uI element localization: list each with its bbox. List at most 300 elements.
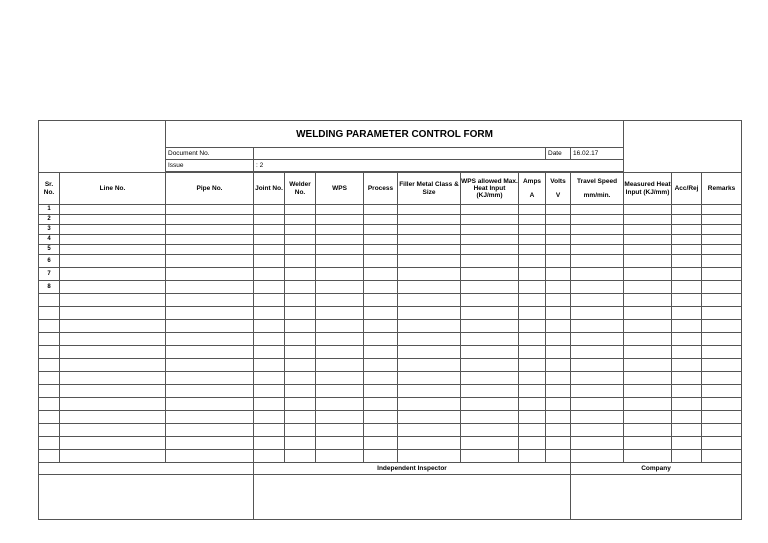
table-cell[interactable] bbox=[166, 255, 254, 268]
table-cell[interactable] bbox=[316, 411, 364, 424]
table-cell[interactable] bbox=[624, 411, 672, 424]
table-cell[interactable] bbox=[702, 281, 742, 294]
table-cell[interactable] bbox=[285, 215, 316, 225]
table-cell[interactable] bbox=[254, 320, 285, 333]
table-cell[interactable] bbox=[519, 281, 546, 294]
table-cell[interactable] bbox=[624, 424, 672, 437]
table-cell[interactable] bbox=[60, 437, 166, 450]
table-cell[interactable] bbox=[254, 359, 285, 372]
table-cell[interactable] bbox=[624, 205, 672, 215]
table-cell[interactable] bbox=[461, 359, 519, 372]
table-cell[interactable] bbox=[254, 255, 285, 268]
table-cell[interactable] bbox=[60, 359, 166, 372]
table-cell[interactable] bbox=[316, 281, 364, 294]
table-cell[interactable] bbox=[60, 424, 166, 437]
table-cell[interactable] bbox=[285, 411, 316, 424]
table-cell[interactable] bbox=[702, 245, 742, 255]
table-cell[interactable] bbox=[672, 411, 702, 424]
table-cell[interactable] bbox=[398, 372, 461, 385]
table-cell[interactable] bbox=[166, 437, 254, 450]
table-cell[interactable] bbox=[166, 372, 254, 385]
table-cell[interactable] bbox=[461, 281, 519, 294]
table-cell[interactable] bbox=[285, 225, 316, 235]
table-cell[interactable] bbox=[624, 281, 672, 294]
table-cell[interactable] bbox=[672, 372, 702, 385]
table-cell[interactable] bbox=[571, 372, 624, 385]
table-cell[interactable] bbox=[702, 385, 742, 398]
table-cell[interactable] bbox=[461, 235, 519, 245]
table-cell[interactable] bbox=[285, 320, 316, 333]
table-cell[interactable] bbox=[571, 359, 624, 372]
table-cell[interactable] bbox=[571, 333, 624, 346]
table-cell[interactable] bbox=[254, 398, 285, 411]
table-cell[interactable] bbox=[546, 215, 571, 225]
table-cell[interactable] bbox=[316, 255, 364, 268]
table-cell[interactable] bbox=[60, 333, 166, 346]
table-cell[interactable] bbox=[702, 424, 742, 437]
table-cell[interactable] bbox=[624, 320, 672, 333]
table-cell[interactable] bbox=[364, 205, 398, 215]
table-cell[interactable] bbox=[398, 281, 461, 294]
table-cell[interactable] bbox=[519, 372, 546, 385]
table-cell[interactable] bbox=[672, 450, 702, 463]
table-cell[interactable] bbox=[60, 245, 166, 255]
table-cell[interactable] bbox=[461, 385, 519, 398]
table-cell[interactable] bbox=[60, 294, 166, 307]
table-cell[interactable] bbox=[461, 268, 519, 281]
table-cell[interactable] bbox=[672, 294, 702, 307]
table-cell[interactable] bbox=[519, 245, 546, 255]
table-cell[interactable] bbox=[60, 346, 166, 359]
table-cell[interactable] bbox=[624, 450, 672, 463]
table-cell[interactable] bbox=[254, 205, 285, 215]
table-cell[interactable] bbox=[519, 320, 546, 333]
table-cell[interactable] bbox=[166, 424, 254, 437]
table-cell[interactable] bbox=[254, 225, 285, 235]
table-cell[interactable] bbox=[624, 268, 672, 281]
table-cell[interactable] bbox=[398, 225, 461, 235]
table-cell[interactable] bbox=[398, 307, 461, 320]
table-cell[interactable] bbox=[571, 225, 624, 235]
table-cell[interactable] bbox=[364, 333, 398, 346]
table-cell[interactable] bbox=[672, 346, 702, 359]
table-cell[interactable] bbox=[672, 225, 702, 235]
table-cell[interactable] bbox=[571, 437, 624, 450]
table-cell[interactable] bbox=[546, 333, 571, 346]
table-cell[interactable] bbox=[672, 333, 702, 346]
table-cell[interactable] bbox=[546, 411, 571, 424]
table-cell[interactable] bbox=[285, 398, 316, 411]
table-cell[interactable] bbox=[672, 359, 702, 372]
table-cell[interactable] bbox=[398, 320, 461, 333]
table-cell[interactable] bbox=[546, 385, 571, 398]
table-cell[interactable] bbox=[364, 255, 398, 268]
table-cell[interactable] bbox=[316, 215, 364, 225]
table-cell[interactable] bbox=[285, 385, 316, 398]
table-cell[interactable] bbox=[702, 307, 742, 320]
table-cell[interactable] bbox=[254, 437, 285, 450]
table-cell[interactable] bbox=[285, 294, 316, 307]
table-cell[interactable] bbox=[461, 450, 519, 463]
table-cell[interactable] bbox=[254, 333, 285, 346]
table-cell[interactable] bbox=[60, 281, 166, 294]
table-cell[interactable] bbox=[398, 215, 461, 225]
table-cell[interactable] bbox=[672, 424, 702, 437]
table-cell[interactable] bbox=[254, 268, 285, 281]
table-cell[interactable] bbox=[285, 281, 316, 294]
table-cell[interactable] bbox=[702, 359, 742, 372]
table-cell[interactable] bbox=[166, 215, 254, 225]
table-cell[interactable] bbox=[254, 346, 285, 359]
table-cell[interactable] bbox=[519, 359, 546, 372]
table-cell[interactable] bbox=[546, 245, 571, 255]
table-cell[interactable] bbox=[519, 437, 546, 450]
table-cell[interactable] bbox=[519, 268, 546, 281]
table-cell[interactable] bbox=[60, 205, 166, 215]
table-cell[interactable] bbox=[702, 411, 742, 424]
table-cell[interactable] bbox=[166, 411, 254, 424]
table-cell[interactable] bbox=[364, 372, 398, 385]
table-cell[interactable] bbox=[398, 346, 461, 359]
table-cell[interactable] bbox=[364, 225, 398, 235]
table-cell[interactable] bbox=[166, 205, 254, 215]
table-cell[interactable] bbox=[60, 398, 166, 411]
table-cell[interactable] bbox=[364, 215, 398, 225]
table-cell[interactable] bbox=[519, 307, 546, 320]
table-cell[interactable] bbox=[364, 424, 398, 437]
table-cell[interactable] bbox=[519, 255, 546, 268]
table-cell[interactable] bbox=[166, 245, 254, 255]
table-cell[interactable] bbox=[254, 372, 285, 385]
table-cell[interactable] bbox=[316, 235, 364, 245]
table-cell[interactable] bbox=[398, 294, 461, 307]
table-cell[interactable] bbox=[316, 245, 364, 255]
table-cell[interactable] bbox=[519, 398, 546, 411]
table-cell[interactable] bbox=[672, 320, 702, 333]
table-cell[interactable] bbox=[285, 255, 316, 268]
table-cell[interactable] bbox=[398, 424, 461, 437]
table-cell[interactable] bbox=[672, 235, 702, 245]
table-cell[interactable] bbox=[546, 320, 571, 333]
table-cell[interactable] bbox=[624, 359, 672, 372]
table-cell[interactable] bbox=[461, 398, 519, 411]
table-cell[interactable] bbox=[624, 215, 672, 225]
table-cell[interactable] bbox=[571, 255, 624, 268]
table-cell[interactable] bbox=[285, 437, 316, 450]
table-cell[interactable] bbox=[254, 411, 285, 424]
table-cell[interactable] bbox=[702, 398, 742, 411]
table-cell[interactable] bbox=[398, 268, 461, 281]
table-cell[interactable] bbox=[672, 437, 702, 450]
table-cell[interactable] bbox=[461, 320, 519, 333]
table-cell[interactable] bbox=[546, 398, 571, 411]
table-cell[interactable] bbox=[285, 205, 316, 215]
table-cell[interactable] bbox=[546, 307, 571, 320]
table-cell[interactable] bbox=[398, 437, 461, 450]
table-cell[interactable] bbox=[519, 385, 546, 398]
table-cell[interactable] bbox=[672, 215, 702, 225]
table-cell[interactable] bbox=[624, 437, 672, 450]
table-cell[interactable] bbox=[624, 294, 672, 307]
table-cell[interactable] bbox=[364, 320, 398, 333]
table-cell[interactable] bbox=[364, 437, 398, 450]
table-cell[interactable] bbox=[519, 333, 546, 346]
table-cell[interactable] bbox=[546, 281, 571, 294]
table-cell[interactable] bbox=[672, 245, 702, 255]
table-cell[interactable] bbox=[285, 307, 316, 320]
table-cell[interactable] bbox=[398, 205, 461, 215]
table-cell[interactable] bbox=[254, 235, 285, 245]
table-cell[interactable] bbox=[461, 255, 519, 268]
table-cell[interactable] bbox=[285, 245, 316, 255]
table-cell[interactable] bbox=[461, 205, 519, 215]
table-cell[interactable] bbox=[546, 450, 571, 463]
table-cell[interactable] bbox=[519, 424, 546, 437]
table-cell[interactable] bbox=[519, 225, 546, 235]
table-cell[interactable] bbox=[60, 372, 166, 385]
table-cell[interactable] bbox=[254, 281, 285, 294]
table-cell[interactable] bbox=[571, 205, 624, 215]
table-cell[interactable] bbox=[364, 281, 398, 294]
table-cell[interactable] bbox=[60, 268, 166, 281]
table-cell[interactable] bbox=[461, 411, 519, 424]
table-cell[interactable] bbox=[546, 255, 571, 268]
table-cell[interactable] bbox=[364, 268, 398, 281]
table-cell[interactable] bbox=[546, 346, 571, 359]
table-cell[interactable] bbox=[285, 450, 316, 463]
table-cell[interactable] bbox=[398, 450, 461, 463]
table-cell[interactable] bbox=[398, 411, 461, 424]
table-cell[interactable] bbox=[316, 398, 364, 411]
table-cell[interactable] bbox=[702, 333, 742, 346]
table-cell[interactable] bbox=[461, 437, 519, 450]
table-cell[interactable] bbox=[285, 424, 316, 437]
table-cell[interactable] bbox=[461, 215, 519, 225]
table-cell[interactable] bbox=[398, 385, 461, 398]
table-cell[interactable] bbox=[398, 245, 461, 255]
issue-value: : 2 bbox=[254, 160, 624, 172]
table-cell[interactable] bbox=[364, 411, 398, 424]
table-cell[interactable] bbox=[519, 235, 546, 245]
table-cell[interactable] bbox=[316, 424, 364, 437]
table-cell[interactable] bbox=[166, 346, 254, 359]
table-cell[interactable] bbox=[672, 281, 702, 294]
table-cell[interactable] bbox=[624, 333, 672, 346]
table-cell[interactable] bbox=[166, 359, 254, 372]
table-cell[interactable] bbox=[60, 307, 166, 320]
table-cell[interactable] bbox=[461, 372, 519, 385]
table-cell[interactable] bbox=[546, 437, 571, 450]
row-number bbox=[39, 372, 60, 385]
table-cell[interactable] bbox=[166, 294, 254, 307]
table-cell[interactable] bbox=[571, 385, 624, 398]
table-cell[interactable] bbox=[571, 424, 624, 437]
table-cell[interactable] bbox=[519, 450, 546, 463]
table-cell[interactable] bbox=[519, 205, 546, 215]
table-cell[interactable] bbox=[571, 281, 624, 294]
table-cell[interactable] bbox=[624, 372, 672, 385]
table-cell[interactable] bbox=[316, 333, 364, 346]
table-cell[interactable] bbox=[166, 398, 254, 411]
table-cell[interactable] bbox=[461, 245, 519, 255]
table-cell[interactable] bbox=[60, 320, 166, 333]
table-cell[interactable] bbox=[254, 307, 285, 320]
table-cell[interactable] bbox=[166, 235, 254, 245]
table-cell[interactable] bbox=[702, 225, 742, 235]
table-cell[interactable] bbox=[546, 205, 571, 215]
signature-cell-inspector[interactable] bbox=[254, 475, 571, 520]
table-cell[interactable] bbox=[624, 307, 672, 320]
table-cell[interactable] bbox=[702, 320, 742, 333]
table-cell[interactable] bbox=[546, 235, 571, 245]
table-cell[interactable] bbox=[546, 268, 571, 281]
table-cell[interactable] bbox=[166, 281, 254, 294]
table-cell[interactable] bbox=[364, 450, 398, 463]
table-cell[interactable] bbox=[624, 225, 672, 235]
table-cell[interactable] bbox=[285, 359, 316, 372]
table-cell[interactable] bbox=[702, 437, 742, 450]
table-cell[interactable] bbox=[316, 268, 364, 281]
table-cell[interactable] bbox=[166, 268, 254, 281]
table-cell[interactable] bbox=[364, 385, 398, 398]
table-cell[interactable] bbox=[571, 235, 624, 245]
row-number: 8 bbox=[39, 281, 60, 294]
table-cell[interactable] bbox=[285, 372, 316, 385]
table-cell[interactable] bbox=[519, 346, 546, 359]
table-cell[interactable] bbox=[316, 205, 364, 215]
table-cell[interactable] bbox=[571, 320, 624, 333]
table-cell[interactable] bbox=[254, 294, 285, 307]
table-cell[interactable] bbox=[546, 372, 571, 385]
table-cell[interactable] bbox=[571, 346, 624, 359]
table-cell[interactable] bbox=[571, 411, 624, 424]
table-cell[interactable] bbox=[461, 424, 519, 437]
table-cell[interactable] bbox=[316, 307, 364, 320]
signature-cell-company[interactable] bbox=[571, 475, 742, 520]
table-cell[interactable] bbox=[571, 398, 624, 411]
table-cell[interactable] bbox=[702, 346, 742, 359]
table-cell[interactable] bbox=[285, 235, 316, 245]
table-cell[interactable] bbox=[285, 268, 316, 281]
table-cell[interactable] bbox=[546, 294, 571, 307]
table-cell[interactable] bbox=[571, 294, 624, 307]
table-cell[interactable] bbox=[571, 307, 624, 320]
table-cell[interactable] bbox=[672, 205, 702, 215]
table-cell[interactable] bbox=[702, 235, 742, 245]
table-cell[interactable] bbox=[624, 245, 672, 255]
table-cell[interactable] bbox=[285, 346, 316, 359]
table-cell[interactable] bbox=[166, 225, 254, 235]
table-cell[interactable] bbox=[364, 398, 398, 411]
table-cell[interactable] bbox=[624, 398, 672, 411]
table-cell[interactable] bbox=[672, 268, 702, 281]
table-cell[interactable] bbox=[571, 268, 624, 281]
table-cell[interactable] bbox=[166, 385, 254, 398]
table-cell[interactable] bbox=[398, 398, 461, 411]
table-cell[interactable] bbox=[398, 255, 461, 268]
table-cell[interactable] bbox=[672, 385, 702, 398]
table-cell[interactable] bbox=[60, 225, 166, 235]
table-cell[interactable] bbox=[519, 411, 546, 424]
table-cell[interactable] bbox=[364, 346, 398, 359]
table-cell[interactable] bbox=[60, 385, 166, 398]
table-cell[interactable] bbox=[546, 424, 571, 437]
table-cell[interactable] bbox=[364, 307, 398, 320]
table-cell[interactable] bbox=[60, 215, 166, 225]
table-cell[interactable] bbox=[316, 294, 364, 307]
table-cell[interactable] bbox=[254, 450, 285, 463]
table-cell[interactable] bbox=[254, 245, 285, 255]
table-cell[interactable] bbox=[166, 320, 254, 333]
table-cell[interactable] bbox=[672, 255, 702, 268]
table-cell[interactable] bbox=[461, 333, 519, 346]
table-cell[interactable] bbox=[461, 346, 519, 359]
table-cell[interactable] bbox=[702, 205, 742, 215]
table-cell[interactable] bbox=[60, 235, 166, 245]
table-cell[interactable] bbox=[316, 450, 364, 463]
table-cell[interactable] bbox=[166, 333, 254, 346]
table-cell[interactable] bbox=[60, 411, 166, 424]
table-cell[interactable] bbox=[316, 346, 364, 359]
table-cell[interactable] bbox=[702, 450, 742, 463]
table-cell[interactable] bbox=[461, 307, 519, 320]
table-cell[interactable] bbox=[624, 235, 672, 245]
table-cell[interactable] bbox=[364, 294, 398, 307]
table-cell[interactable] bbox=[316, 437, 364, 450]
table-cell[interactable] bbox=[166, 450, 254, 463]
table-cell[interactable] bbox=[461, 294, 519, 307]
signature-cell-left[interactable] bbox=[39, 475, 254, 520]
table-cell[interactable] bbox=[571, 450, 624, 463]
table-cell[interactable] bbox=[364, 359, 398, 372]
table-cell[interactable] bbox=[519, 294, 546, 307]
table-cell[interactable] bbox=[672, 307, 702, 320]
table-cell[interactable] bbox=[461, 225, 519, 235]
table-cell[interactable] bbox=[546, 225, 571, 235]
table-cell[interactable] bbox=[398, 333, 461, 346]
table-cell[interactable] bbox=[364, 245, 398, 255]
table-cell[interactable] bbox=[254, 424, 285, 437]
table-cell[interactable] bbox=[316, 359, 364, 372]
table-cell[interactable] bbox=[624, 385, 672, 398]
table-cell[interactable] bbox=[316, 385, 364, 398]
table-cell[interactable] bbox=[316, 372, 364, 385]
table-cell[interactable] bbox=[519, 215, 546, 225]
table-cell[interactable] bbox=[571, 245, 624, 255]
table-cell[interactable] bbox=[254, 385, 285, 398]
table-cell[interactable] bbox=[672, 398, 702, 411]
table-cell[interactable] bbox=[546, 359, 571, 372]
table-cell[interactable] bbox=[398, 235, 461, 245]
table-cell[interactable] bbox=[60, 255, 166, 268]
table-cell[interactable] bbox=[285, 333, 316, 346]
table-cell[interactable] bbox=[316, 320, 364, 333]
table-cell[interactable] bbox=[624, 346, 672, 359]
table-cell[interactable] bbox=[254, 215, 285, 225]
table-cell[interactable] bbox=[702, 255, 742, 268]
table-cell[interactable] bbox=[702, 268, 742, 281]
table-cell[interactable] bbox=[60, 450, 166, 463]
table-cell[interactable] bbox=[316, 225, 364, 235]
table-cell[interactable] bbox=[702, 294, 742, 307]
table-cell[interactable] bbox=[624, 255, 672, 268]
table-cell[interactable] bbox=[702, 215, 742, 225]
table-cell[interactable] bbox=[166, 307, 254, 320]
table-cell[interactable] bbox=[702, 372, 742, 385]
table-cell[interactable] bbox=[364, 235, 398, 245]
table-cell[interactable] bbox=[398, 359, 461, 372]
table-cell[interactable] bbox=[571, 215, 624, 225]
